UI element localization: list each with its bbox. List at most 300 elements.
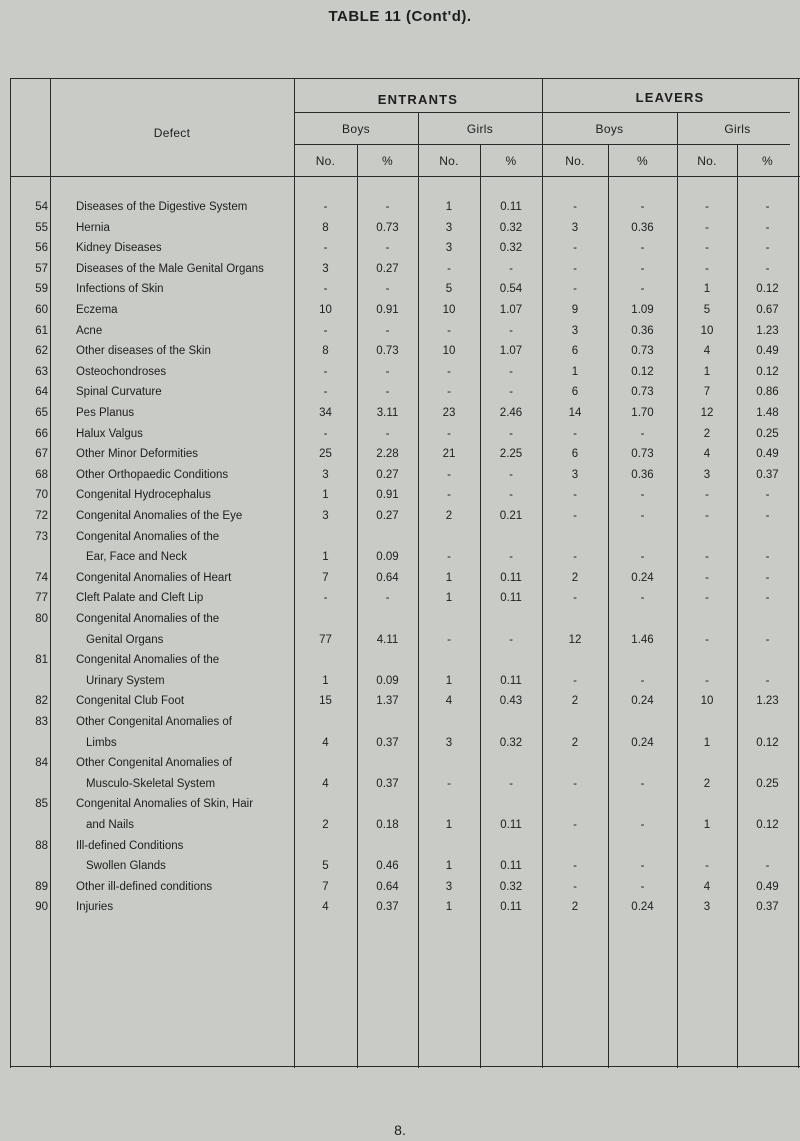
- entrants-boys-no-cell: 3: [322, 510, 329, 522]
- leavers-girls-no-cell: 2: [703, 777, 711, 790]
- leavers-boys-pct-cell: 0.24: [631, 736, 654, 749]
- leavers-girls-no-cell: 1: [703, 283, 711, 296]
- entrants-boys-no-header: No.: [315, 154, 336, 168]
- entrants-girls-pct-cell: -: [509, 262, 513, 275]
- entrants-girls-pct-cell: -: [509, 365, 513, 378]
- leavers-girls-no-cell: 4: [703, 345, 711, 358]
- leavers-girls-pct-cell: 0.49: [756, 880, 779, 893]
- table-row: [10, 775, 800, 795]
- defect-code: 55: [35, 221, 48, 234]
- entrants-boys-no-cell: -: [323, 427, 328, 440]
- entrants-girls-pct-cell: 0.43: [499, 695, 523, 708]
- leavers-girls-no-cell: -: [705, 860, 709, 873]
- leavers-girls-pct-cell: 1.23: [756, 324, 779, 337]
- leavers-boys-pct-cell: 0.36: [631, 468, 654, 481]
- entrants-girls-no-cell: -: [447, 365, 451, 378]
- entrants-girls-no-cell: 1: [445, 901, 453, 914]
- entrants-boys-no-cell: 15: [319, 695, 332, 708]
- defect-name: Diseases of the Digestive System: [76, 201, 248, 213]
- entrants-girls-no-cell: 23: [442, 407, 456, 419]
- defect-code: 66: [35, 427, 48, 440]
- entrants-boys-pct-cell: 0.09: [376, 674, 399, 687]
- leavers-girls-pct-cell: -: [765, 221, 770, 234]
- leavers-girls-no-cell: 2: [703, 427, 711, 440]
- defect-name: Spinal Curvature: [76, 386, 162, 399]
- table-row: [10, 342, 800, 362]
- leavers-girls-no-cell: 1: [703, 736, 711, 749]
- leavers-boys-pct-cell: 0.24: [631, 695, 654, 708]
- leavers-boys-pct-cell: -: [640, 551, 645, 564]
- leavers-girls-pct-cell: -: [765, 860, 770, 873]
- entrants-girls-pct-cell: -: [509, 633, 513, 646]
- leavers-girls-pct-cell: 1.48: [756, 407, 779, 419]
- entrants-boys-no-cell: 4: [322, 736, 329, 749]
- entrants-girls-no-cell: 5: [445, 283, 453, 296]
- entrants-boys-no-cell: 2: [322, 819, 329, 831]
- defect-name: Ill-defined Conditions: [76, 839, 184, 852]
- leavers-girls-pct-cell: -: [765, 592, 770, 605]
- table-row: [10, 486, 800, 506]
- defect-header: Defect: [153, 126, 191, 140]
- entrants-girls-no-cell: 1: [445, 674, 453, 687]
- leavers-boys-pct-cell: -: [640, 819, 645, 831]
- entrants-girls-no-cell: -: [447, 386, 451, 399]
- entrants-boys-no-cell: 1: [322, 551, 329, 564]
- entrants-header: ENTRANTS: [377, 92, 459, 107]
- leavers-boys-no-cell: -: [573, 819, 577, 831]
- entrants-girls-pct-cell: -: [509, 427, 513, 440]
- entrants-boys-pct-cell: 0.37: [376, 777, 399, 790]
- leavers-girls-no-cell: -: [705, 242, 709, 255]
- table-row: [10, 322, 800, 342]
- defect-name: Diseases of the Male Genital Organs: [76, 262, 264, 275]
- leavers-girls-no-cell: -: [705, 571, 709, 584]
- defect-name: Congenital Anomalies of Heart: [76, 571, 232, 584]
- leavers-boys-no-cell: -: [573, 674, 577, 687]
- entrants-boys-pct-cell: -: [385, 283, 390, 296]
- entrants-girls-pct-cell: -: [509, 551, 513, 564]
- defect-name: Other Orthopaedic Conditions: [76, 468, 229, 481]
- leavers-girls-pct-cell: -: [765, 551, 770, 564]
- entrants-girls-no-cell: -: [447, 777, 451, 790]
- entrants-girls-no-cell: 1: [445, 571, 453, 584]
- defect-code: 73: [35, 530, 48, 543]
- defect-code: 77: [35, 592, 48, 605]
- leavers-girls-pct-cell: 0.12: [756, 365, 779, 378]
- leavers-girls-pct-cell: 0.67: [756, 304, 779, 316]
- entrants-girls-no-cell: -: [447, 427, 451, 440]
- leavers-boys-pct-cell: -: [640, 201, 645, 213]
- leavers-boys-pct-cell: -: [640, 860, 645, 873]
- entrants-girls-pct-cell: 2.25: [499, 448, 523, 461]
- defect-name: Infections of Skin: [76, 283, 164, 296]
- defect-name: Swollen Glands: [86, 860, 166, 873]
- leavers-boys-no-cell: -: [573, 592, 577, 605]
- leavers-boys-no-cell: 2: [571, 736, 579, 749]
- leavers-girls-pct-cell: 0.12: [756, 283, 779, 296]
- leavers-girls-pct-cell: -: [765, 633, 770, 646]
- defect-name: Congenital Anomalies of Skin, Hair: [76, 798, 254, 811]
- leavers-boys-pct-cell: 1.46: [631, 633, 654, 646]
- entrants-boys-pct-cell: -: [385, 365, 390, 378]
- table-row: [10, 692, 800, 712]
- defect-code: 54: [35, 201, 48, 213]
- leavers-boys-pct-cell: -: [640, 592, 645, 605]
- leavers-boys-no-cell: 2: [571, 571, 579, 584]
- entrants-girls-no-cell: 1: [445, 819, 453, 831]
- entrants-girls-no-cell: 3: [445, 880, 453, 893]
- table-row: [10, 713, 800, 733]
- leavers-girls-no-cell: 4: [703, 880, 711, 893]
- entrants-girls-pct-header: %: [505, 154, 517, 168]
- entrants-girls-pct-cell: 0.21: [499, 510, 523, 522]
- leavers-girls-no-cell: 3: [703, 901, 711, 914]
- entrants-boys-pct-cell: 0.27: [376, 510, 399, 522]
- entrants-boys-pct-cell: 0.46: [376, 860, 399, 873]
- entrants-girls-pct-cell: -: [509, 468, 513, 481]
- leavers-boys-no-cell: -: [573, 489, 577, 502]
- defects-table: [10, 78, 800, 1068]
- leavers-girls-pct-cell: 0.25: [756, 427, 779, 440]
- entrants-girls-pct-cell: 0.11: [500, 592, 522, 605]
- entrants-girls-pct-cell: -: [509, 324, 513, 337]
- entrants-girls-pct-cell: -: [509, 386, 513, 399]
- leavers-boys-pct-cell: -: [640, 510, 645, 522]
- defect-code: 82: [35, 695, 48, 708]
- entrants-boys-no-cell: -: [323, 592, 328, 605]
- leavers-girls-pct-cell: -: [765, 242, 770, 255]
- defect-name: Genital Organs: [86, 633, 164, 646]
- leavers-girls-no-cell: 1: [703, 365, 711, 378]
- defect-name: Congenital Anomalies of the: [76, 613, 220, 625]
- entrants-girls-no-cell: 2: [445, 510, 453, 522]
- entrants-boys-pct-cell: 0.37: [376, 736, 399, 749]
- defect-name: Hernia: [76, 221, 110, 234]
- defect-code: 68: [35, 468, 48, 481]
- defect-name: Congenital Anomalies of the: [76, 654, 220, 667]
- defect-name: Ear, Face and Neck: [86, 551, 187, 564]
- entrants-boys-header: Boys: [342, 122, 370, 136]
- table-bottom-border: [10, 1066, 800, 1067]
- defect-name: Osteochondroses: [76, 365, 167, 378]
- entrants-boys-pct-cell: -: [385, 592, 390, 605]
- leavers-boys-no-cell: 2: [571, 901, 579, 914]
- entrants-girls-no-header: No.: [439, 154, 459, 168]
- leavers-girls-no-cell: -: [705, 592, 709, 605]
- table-row: [10, 466, 800, 486]
- leavers-girls-pct-cell: 0.12: [756, 819, 779, 831]
- leavers-boys-pct-cell: 1.70: [631, 407, 654, 419]
- entrants-girls-no-cell: -: [447, 324, 451, 337]
- entrants-girls-no-cell: -: [447, 489, 451, 502]
- leavers-boys-no-cell: -: [573, 777, 577, 790]
- leavers-boys-pct-cell: -: [640, 427, 645, 440]
- table-row: [10, 857, 800, 877]
- entrants-girls-no-cell: 3: [445, 221, 453, 234]
- entrants-boys-pct-cell: 0.37: [376, 901, 399, 914]
- entrants-boys-no-cell: 4: [322, 901, 329, 914]
- entrants-girls-pct-cell: 0.11: [500, 674, 522, 687]
- table-row: [10, 898, 800, 918]
- entrants-boys-pct-cell: 1.37: [376, 695, 399, 708]
- table-row: [10, 631, 800, 651]
- leavers-girls-no-cell: -: [705, 262, 709, 275]
- leavers-girls-no-cell: -: [705, 489, 709, 502]
- entrants-girls-pct-cell: -: [509, 489, 513, 502]
- entrants-boys-no-cell: -: [323, 201, 328, 213]
- leavers-boys-pct-cell: 1.09: [631, 304, 654, 316]
- defect-code: 63: [35, 365, 48, 378]
- defect-code: 83: [35, 716, 48, 728]
- header-bottom-rule: [10, 176, 800, 177]
- leavers-boys-no-cell: 6: [571, 345, 579, 358]
- defect-code: 81: [35, 654, 48, 667]
- leavers-boys-no-header: No.: [565, 154, 585, 168]
- defect-name: Other diseases of the Skin: [76, 345, 211, 358]
- defect-code: 84: [35, 757, 48, 770]
- leavers-girls-no-cell: -: [705, 633, 709, 646]
- entrants-boys-pct-cell: 2.28: [376, 448, 399, 461]
- leavers-boys-pct-header: %: [637, 154, 648, 168]
- leavers-girls-header: Girls: [724, 122, 751, 136]
- defect-code: 74: [35, 571, 48, 584]
- table-row: [10, 363, 800, 383]
- table-row: [10, 445, 800, 465]
- table-row: [10, 878, 800, 898]
- leavers-boys-no-cell: -: [573, 427, 577, 440]
- entrants-boys-pct-cell: 0.73: [376, 345, 399, 358]
- table-row: [10, 219, 800, 239]
- entrants-girls-no-cell: 1: [445, 860, 453, 873]
- defect-name: Injuries: [76, 901, 114, 914]
- leavers-boys-pct-cell: 0.24: [631, 571, 654, 584]
- leavers-girls-no-cell: -: [705, 510, 709, 522]
- table-row: [10, 651, 800, 671]
- table-row: [10, 528, 800, 548]
- defect-code: 64: [35, 386, 48, 399]
- defect-name: Urinary System: [86, 674, 165, 687]
- table-row: [10, 734, 800, 754]
- table-row: [10, 425, 800, 445]
- entrants-girls-no-cell: 21: [442, 448, 456, 461]
- defect-code: 88: [35, 839, 48, 852]
- leavers-girls-pct-cell: -: [765, 571, 770, 584]
- leavers-girls-no-cell: -: [705, 201, 709, 213]
- leavers-girls-no-cell: 4: [703, 448, 711, 461]
- entrants-boys-no-cell: 8: [322, 345, 329, 358]
- leavers-girls-pct-cell: 0.37: [756, 468, 779, 481]
- leavers-girls-no-cell: 5: [703, 304, 711, 316]
- table-row: [10, 589, 800, 609]
- leavers-boys-no-cell: -: [573, 510, 577, 522]
- leavers-girls-pct-cell: 0.49: [756, 345, 779, 358]
- entrants-girls-pct-cell: 0.11: [500, 819, 522, 831]
- entrants-girls-no-cell: 10: [442, 304, 456, 316]
- defect-code: 62: [35, 345, 48, 358]
- leavers-girls-pct-cell: 0.86: [756, 386, 779, 399]
- defect-name: Other Minor Deformities: [76, 448, 199, 461]
- leavers-boys-pct-cell: -: [640, 283, 645, 296]
- page-title: TABLE 11 (Cont'd).: [328, 8, 472, 25]
- entrants-boys-no-cell: 34: [319, 407, 332, 419]
- leavers-boys-no-cell: 1: [571, 365, 579, 378]
- defect-code: 57: [35, 262, 48, 275]
- entrants-girls-no-cell: 3: [445, 242, 453, 255]
- entrants-boys-pct-cell: 3.11: [376, 407, 399, 419]
- table-top-border: [10, 78, 800, 79]
- entrants-boys-no-cell: 10: [319, 304, 332, 316]
- table-row: [10, 198, 800, 218]
- table-row: [10, 816, 800, 836]
- leavers-boys-no-cell: 9: [571, 304, 579, 316]
- defect-name: Halux Valgus: [76, 427, 143, 440]
- table-row: [10, 610, 800, 630]
- entrants-girls-no-cell: -: [447, 468, 451, 481]
- entrants-boys-no-cell: 5: [322, 860, 329, 873]
- defect-code: 72: [35, 510, 48, 522]
- leavers-girls-pct-header: %: [762, 154, 773, 168]
- defect-name: Congenital Anomalies of the: [76, 530, 220, 543]
- leavers-boys-pct-cell: -: [640, 777, 645, 790]
- entrants-boys-pct-cell: -: [385, 201, 390, 213]
- leavers-girls-pct-cell: 1.23: [756, 695, 779, 708]
- table-row: [10, 548, 800, 568]
- entrants-boys-pct-cell: 0.27: [376, 262, 399, 275]
- table-row: [10, 260, 800, 280]
- leavers-boys-no-cell: -: [573, 242, 577, 255]
- entrants-girls-no-cell: -: [447, 633, 451, 646]
- entrants-girls-no-cell: 1: [445, 592, 453, 605]
- defect-name: Congenital Hydrocephalus: [76, 489, 211, 502]
- entrants-boys-no-cell: 77: [319, 633, 332, 646]
- entrants-boys-no-cell: 1: [322, 674, 329, 687]
- entrants-boys-no-cell: 8: [322, 221, 329, 234]
- entrants-girls-pct-cell: 1.07: [499, 304, 523, 316]
- leavers-boys-no-cell: -: [573, 880, 577, 893]
- entrants-girls-no-cell: -: [447, 262, 451, 275]
- leavers-girls-pct-cell: 0.12: [756, 736, 779, 749]
- entrants-boys-no-cell: 7: [322, 571, 329, 584]
- entrants-boys-pct-cell: -: [385, 427, 390, 440]
- defect-name: Musculo-Skeletal System: [86, 777, 216, 790]
- leavers-boys-no-cell: -: [573, 201, 577, 213]
- leavers-girls-no-cell: -: [705, 221, 709, 234]
- entrants-girls-pct-cell: 2.46: [499, 407, 523, 419]
- leavers-boys-no-cell: 14: [568, 407, 582, 419]
- defect-name: and Nails: [86, 819, 134, 831]
- entrants-boys-pct-cell: 0.91: [376, 304, 399, 316]
- table-row: [10, 795, 800, 815]
- leavers-boys-header: Boys: [595, 122, 624, 136]
- table-row: [10, 672, 800, 692]
- entrants-boys-no-cell: 7: [322, 880, 329, 893]
- defect-code: 85: [35, 798, 48, 811]
- entrants-boys-no-cell: -: [323, 324, 328, 337]
- entrants-boys-no-cell: -: [323, 365, 328, 378]
- defect-code: 80: [35, 613, 48, 625]
- defect-name: Other Congenital Anomalies of: [76, 757, 232, 770]
- table-row: [10, 280, 800, 300]
- defect-name: Other Congenital Anomalies of: [76, 716, 232, 728]
- leavers-boys-pct-cell: -: [640, 489, 645, 502]
- leavers-girls-pct-cell: -: [765, 262, 770, 275]
- leavers-boys-pct-cell: 0.12: [631, 365, 654, 378]
- leavers-girls-no-cell: 10: [700, 695, 714, 708]
- leavers-boys-no-cell: -: [573, 860, 577, 873]
- entrants-boys-no-cell: 25: [319, 448, 332, 461]
- entrants-girls-pct-cell: 0.54: [499, 283, 523, 296]
- table-row: [10, 383, 800, 403]
- leavers-girls-no-header: No.: [697, 154, 717, 168]
- entrants-boys-pct-cell: 0.91: [376, 489, 399, 502]
- leavers-boys-no-cell: 3: [571, 324, 579, 337]
- leavers-boys-pct-cell: -: [640, 880, 645, 893]
- table-row: [10, 239, 800, 259]
- entrants-boys-no-cell: -: [323, 386, 328, 399]
- table-row: [10, 301, 800, 321]
- leavers-boys-no-cell: 2: [571, 695, 579, 708]
- leavers-boys-pct-cell: -: [640, 674, 645, 687]
- entrants-girls-no-cell: 3: [445, 736, 453, 749]
- leavers-boys-no-cell: 3: [571, 468, 579, 481]
- table-row: [10, 837, 800, 857]
- entrants-girls-pct-cell: 0.32: [499, 242, 523, 255]
- defect-code: 89: [35, 880, 48, 893]
- defect-name: Cleft Palate and Cleft Lip: [76, 592, 204, 605]
- leavers-girls-pct-cell: 0.25: [756, 777, 779, 790]
- leavers-girls-no-cell: -: [705, 551, 709, 564]
- defect-name: Eczema: [76, 304, 118, 316]
- entrants-boys-pct-cell: 4.11: [376, 633, 399, 646]
- entrants-boys-pct-cell: -: [385, 386, 390, 399]
- leavers-header: LEAVERS: [635, 90, 705, 105]
- entrants-girls-pct-cell: -: [509, 777, 513, 790]
- leavers-girls-no-cell: 7: [703, 386, 711, 399]
- entrants-boys-no-cell: 4: [322, 777, 329, 790]
- leavers-boys-no-cell: -: [573, 262, 577, 275]
- table-row: [10, 507, 800, 527]
- entrants-boys-pct-cell: 0.64: [376, 880, 399, 893]
- entrants-girls-pct-cell: 0.32: [499, 880, 523, 893]
- leavers-girls-no-cell: 1: [703, 819, 711, 831]
- leavers-boys-pct-cell: -: [640, 242, 645, 255]
- entrants-boys-no-cell: 1: [322, 489, 329, 502]
- defect-code: 56: [35, 242, 48, 255]
- entrants-boys-pct-cell: -: [385, 242, 390, 255]
- table-row: [10, 569, 800, 589]
- entrants-girls-no-cell: 1: [445, 201, 453, 213]
- leavers-boys-no-cell: 12: [568, 633, 582, 646]
- entrants-girls-pct-cell: 0.32: [499, 736, 523, 749]
- leavers-girls-pct-cell: -: [765, 201, 770, 213]
- leavers-boys-pct-cell: 0.36: [631, 221, 654, 234]
- defect-name: Acne: [76, 324, 103, 337]
- leavers-girls-no-cell: 3: [703, 468, 711, 481]
- entrants-boys-pct-cell: -: [385, 324, 390, 337]
- leavers-boys-no-cell: -: [573, 283, 577, 296]
- defect-code: 90: [35, 901, 48, 914]
- entrants-girls-pct-cell: 0.11: [500, 571, 522, 584]
- leavers-girls-no-cell: 12: [700, 407, 714, 419]
- defect-code: 61: [35, 324, 48, 337]
- leavers-girls-pct-cell: -: [765, 674, 770, 687]
- entrants-girls-pct-cell: 0.11: [500, 901, 522, 914]
- defect-name: Limbs: [86, 736, 117, 749]
- leavers-girls-no-cell: -: [705, 674, 709, 687]
- entrants-girls-pct-cell: 0.11: [500, 201, 522, 213]
- leavers-boys-no-cell: -: [573, 551, 577, 564]
- leavers-boys-pct-cell: 0.73: [631, 386, 654, 399]
